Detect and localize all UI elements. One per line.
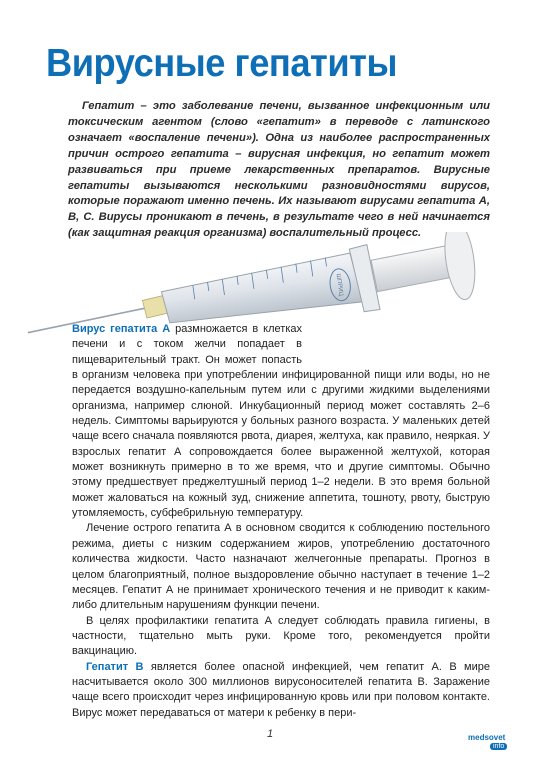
medsovet-logo[interactable]: [468, 733, 518, 757]
syringe-label: ШПРИЦ: [334, 273, 344, 297]
hepatitis-a-text: размножается в клетках печени и с током желчи попадает в пищеварительный тракт. Он может попасть в организм человека при употреблении инфицированной пищи или воды, но не передается воздушно-капельным путем или с другими жидкими выделениями организма, например слюной. Инкубационный период может составлять 2–6 недель. Симптомы варьируются у больных разного возраста. У маленьких детей чаще всего сначала появляются рвота, диарея, желтуха, как правило, неяркая. У взрослых гепатит А сопровождается более выраженной желтухой, которая может возникнуть примерно в то же время, что и другие симптомы. Обычно этому предшествует преджелтушный период 1–2 недели. В это время больной может жаловаться на кожный зуд, снижение аппетита, тошноту, рвоту, быструю утомляемость, субфебрильную температуру.: [72, 323, 490, 520]
paragraph-hepatitis-b: [72, 660, 490, 721]
intro-text: Гепатит – это заболевание печени, вызванное инфекционным или токсическим агентом (слово «гепатит» в переводе с латинского означает «воспаление печени»). Одна из наиболее распространенных причин острого гепатита – вирусная инфекция, но гепатит может развиваться при приеме лекарственных препаратов. Вирусные гепатиты вызываются несколькими разновидностями вирусов, которые поражают именно печень. Их называют вирусами гепатита А, В, С. Вирусы проникают в печень, в результате чего в ней начинается (как защитная реакция организма) воспалительный процесс.: [68, 100, 490, 240]
hepatitis-b-text: является более опасной инфекцией, чем гепатит А. В мире насчитывается около 300 миллионов вирусоносителей гепатита В. Заражение чаще всего происходит через инфицированную кровь или при половом контакте. Вирус может передаваться от матери к ребенку в пери-: [72, 660, 491, 719]
logo-text: medsovet: [468, 733, 506, 742]
paragraph-hepatitis-a: [72, 322, 490, 521]
page-number: 1: [266, 728, 274, 740]
paragraph-prevention: В целях профилактики гепатита А следует соблюдать правила гигиены, в частности, тщательно мыть руки. Кроме того, рекомендуется пройти вакцинацию.: [72, 614, 490, 658]
image-wrap-space: [302, 322, 490, 365]
hepatitis-a-heading: Вирус гепатита А: [72, 323, 171, 335]
article-body: [72, 322, 490, 721]
hepatitis-b-heading: Гепатит В: [86, 660, 144, 673]
page-title: Вирусные гепатиты: [46, 42, 397, 85]
paragraph-treatment: Лечение острого гепатита А в основном сводится к соблюдению постельного режима, диеты с низким содержанием жиров, употреблению достаточного количества жидкости. Часто назначают желчегонные препараты. Прогноз в целом благоприятный, полное выздоровление обычно наступает в течение 1–2 месяцев. Гепатит А не принимает хронического течения и не приводит к каким-либо длительным нарушениям функции печени.: [72, 522, 490, 612]
logo-subtext: info: [490, 743, 507, 750]
intro-paragraph: [68, 99, 490, 242]
